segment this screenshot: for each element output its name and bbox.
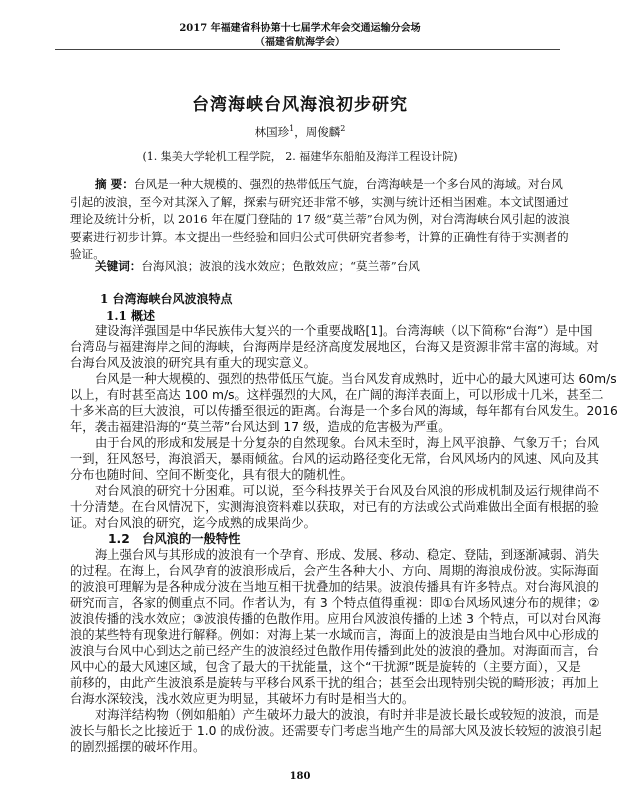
abstract-line-text: 理论及统计分析，以 2016 年在厦门登陆的 17 级“莫兰蒂”台风为例，对台湾海峡台风引起的波浪 <box>70 212 570 226</box>
section-1-2-heading <box>70 531 546 547</box>
paragraph <box>70 547 601 707</box>
text-line: 十多米高的巨大波浪，可以传播至很远的距离。台海是一个多台风的海域，每年都有台风发生。2016 <box>70 404 618 418</box>
text-line: 波浪传播的浅水效应；③波浪传播的色散作用。应用台风波浪传播的上述 3 个特点，可以对台风海 <box>70 612 601 626</box>
text-line: 波长与船长之比接近于 1.0 的成份波。还需要专门考虑当地产生的局部大风及波长较短的波浪引起 <box>70 724 602 738</box>
keywords-text: 台海风浪；波浪的浅水效应；色散效应；“莫兰蒂”台风 <box>141 259 420 273</box>
text-line: 一到，狂风怒号，海浪滔天，暴雨倾盆。台风的运动路径变化无常，台风风场内的风速、风向及其 <box>70 452 599 466</box>
abstract-line-text: 验证。 <box>70 247 105 261</box>
authors <box>0 124 600 140</box>
text-line: 的波浪可理解为是各种成分波在当地互相干扰叠加的结果。波浪传播具有许多特点。对台海风浪的 <box>70 580 599 594</box>
header-rule <box>55 49 560 50</box>
text-line: 前移的，由此产生波浪系是旋转与平移台风系干扰的组合；甚至会出现特别尖锐的畸形波；再加上 <box>70 676 599 690</box>
abstract-line <box>70 211 570 229</box>
text-line: 以上，有时甚至高达 100 m/s。这样强烈的大风，在广阔的海洋表面上，可以形成十几米，甚至二 <box>70 388 604 402</box>
author-separator: ， <box>294 125 306 139</box>
text-line: 证。对台风浪的研究，迄今成熟的成果尚少。 <box>70 516 316 530</box>
text-line: 台风是一种大规模的、强烈的热带低压气旋。当台风发育成熟时，近中心的最大风速可达 60m/s <box>95 372 617 386</box>
author-1: 林国珍 <box>254 125 290 139</box>
text-line: 十分清楚。在台风情况下，实测海浪资料难以获取，对已有的方法或公式尚难做出全面有根据的验 <box>70 500 599 514</box>
section-1-1-heading: 1.1 概述 <box>106 309 156 323</box>
abstract-line-text: 台风是一种大规模的、强烈的热带低压气旋，台湾海峡是一个多台风的海域。对台风 <box>133 177 563 191</box>
abstract <box>70 176 570 264</box>
text-line: 的剧烈摇摆的破坏作用。 <box>70 740 206 754</box>
text-line: 台海水深较浅，浅水效应更为明显，其破坏力有时是相当大的。 <box>70 692 415 706</box>
text-line: 风中心的最大风速区域，包含了最大的干扰能量，这个“干扰源”既是旋转的（主要方面），又是 <box>70 660 581 674</box>
abstract-line <box>70 229 569 247</box>
section-1-heading: 1 台湾海峡台风波浪特点 <box>100 292 233 306</box>
text-line: 对台风浪的研究十分困难。可以说，至今科技界关于台风及台风浪的形成机制及运行规律尚不 <box>95 484 600 498</box>
text-line: 年，袭击福建沿海的“莫兰蒂”台风达到 17 级，造成的危害极为严重。 <box>70 420 451 434</box>
text-line: 研究而言，各家的侧重点不同。作者认为，有 3 个特点值得重视：即①台风场风速分布的规律；② <box>70 596 600 610</box>
running-header-conference: 2017 年福建省科协第十七届学术年会交通运输分会场 <box>179 23 421 34</box>
text-line: 由于台风的形成和发展是十分复杂的自然现象。台风未至时，海上风平浪静、气象万千；台风 <box>95 436 600 450</box>
text-line: 台海台风及波浪的研究具有重大的现实意义。 <box>70 356 316 370</box>
author-1-affil: 1 <box>289 124 295 134</box>
keywords <box>95 258 420 274</box>
paragraph <box>70 483 600 531</box>
author-2-affil: 2 <box>340 124 346 134</box>
text-line: 建设海洋强国是中华民族伟大复兴的一个重要战略[1]。台湾海峡（以下简称“台海”）是中国 <box>95 324 593 338</box>
abstract-line-text: 要素进行初步计算。本文提出一些经验和回归公式可供研究者参考，计算的正确性有待于实测者的 <box>70 229 569 244</box>
paragraph <box>70 323 599 371</box>
text-line: 台湾岛与福建海岸之间的海峡，台海两岸是经济高度发展地区，台海又是资源非常丰富的海域。对 <box>70 340 599 354</box>
paragraph <box>70 435 600 483</box>
abstract-line-text: 引起的波浪，至今对其深入了解，探索与研究还非常不够，实测与统计还相当困难。本文试图通过 <box>70 194 569 209</box>
text-line: 浪的某些特有现象进行解释。例如：对海上某一水域而言，海面上的波浪是由当地台风中心形成的 <box>70 628 599 642</box>
paper-title: 台湾海峡台风海浪初步研究 <box>192 95 408 115</box>
text-line: 1.2 台风浪的一般特性 <box>108 532 241 546</box>
author-2: 周俊麟 <box>305 125 341 139</box>
affiliations: (1. 集美大学轮机工程学院， 2. 福建华东船舶及海洋工程设计院) <box>142 150 458 163</box>
text-line: 波浪与台风中心到达之前已经产生的波浪经过色散作用传播到此处的波浪的叠加。对海面而言，台 <box>70 644 599 658</box>
text-line: 对海洋结构物（例如船舶）产生破坏力最大的波浪，有时并非是波长最长或较短的波浪，而是 <box>95 708 600 722</box>
abstract-line <box>70 176 563 194</box>
text-line: 分布也随时间、空间不断变化，具有很大的随机性。 <box>70 468 353 482</box>
text-line: 海上强台风与其形成的波浪有一个孕育、形成、发展、移动、稳定、登陆，到逐渐减弱、消失 <box>95 548 600 562</box>
text-line: 的过程。在海上，台风孕育的波浪形成后，会产生各种大小、方向、周期的海浪成份波。实际海面 <box>70 564 599 578</box>
paragraph <box>70 707 602 755</box>
abstract-line <box>70 194 569 212</box>
running-header-society: （福建省航海学会） <box>255 37 345 48</box>
body-text <box>70 323 618 755</box>
paragraph <box>70 371 618 435</box>
page-number: 180 <box>289 771 311 782</box>
abstract-label: 摘 要： <box>95 177 134 191</box>
keywords-label: 关键词： <box>95 259 142 273</box>
